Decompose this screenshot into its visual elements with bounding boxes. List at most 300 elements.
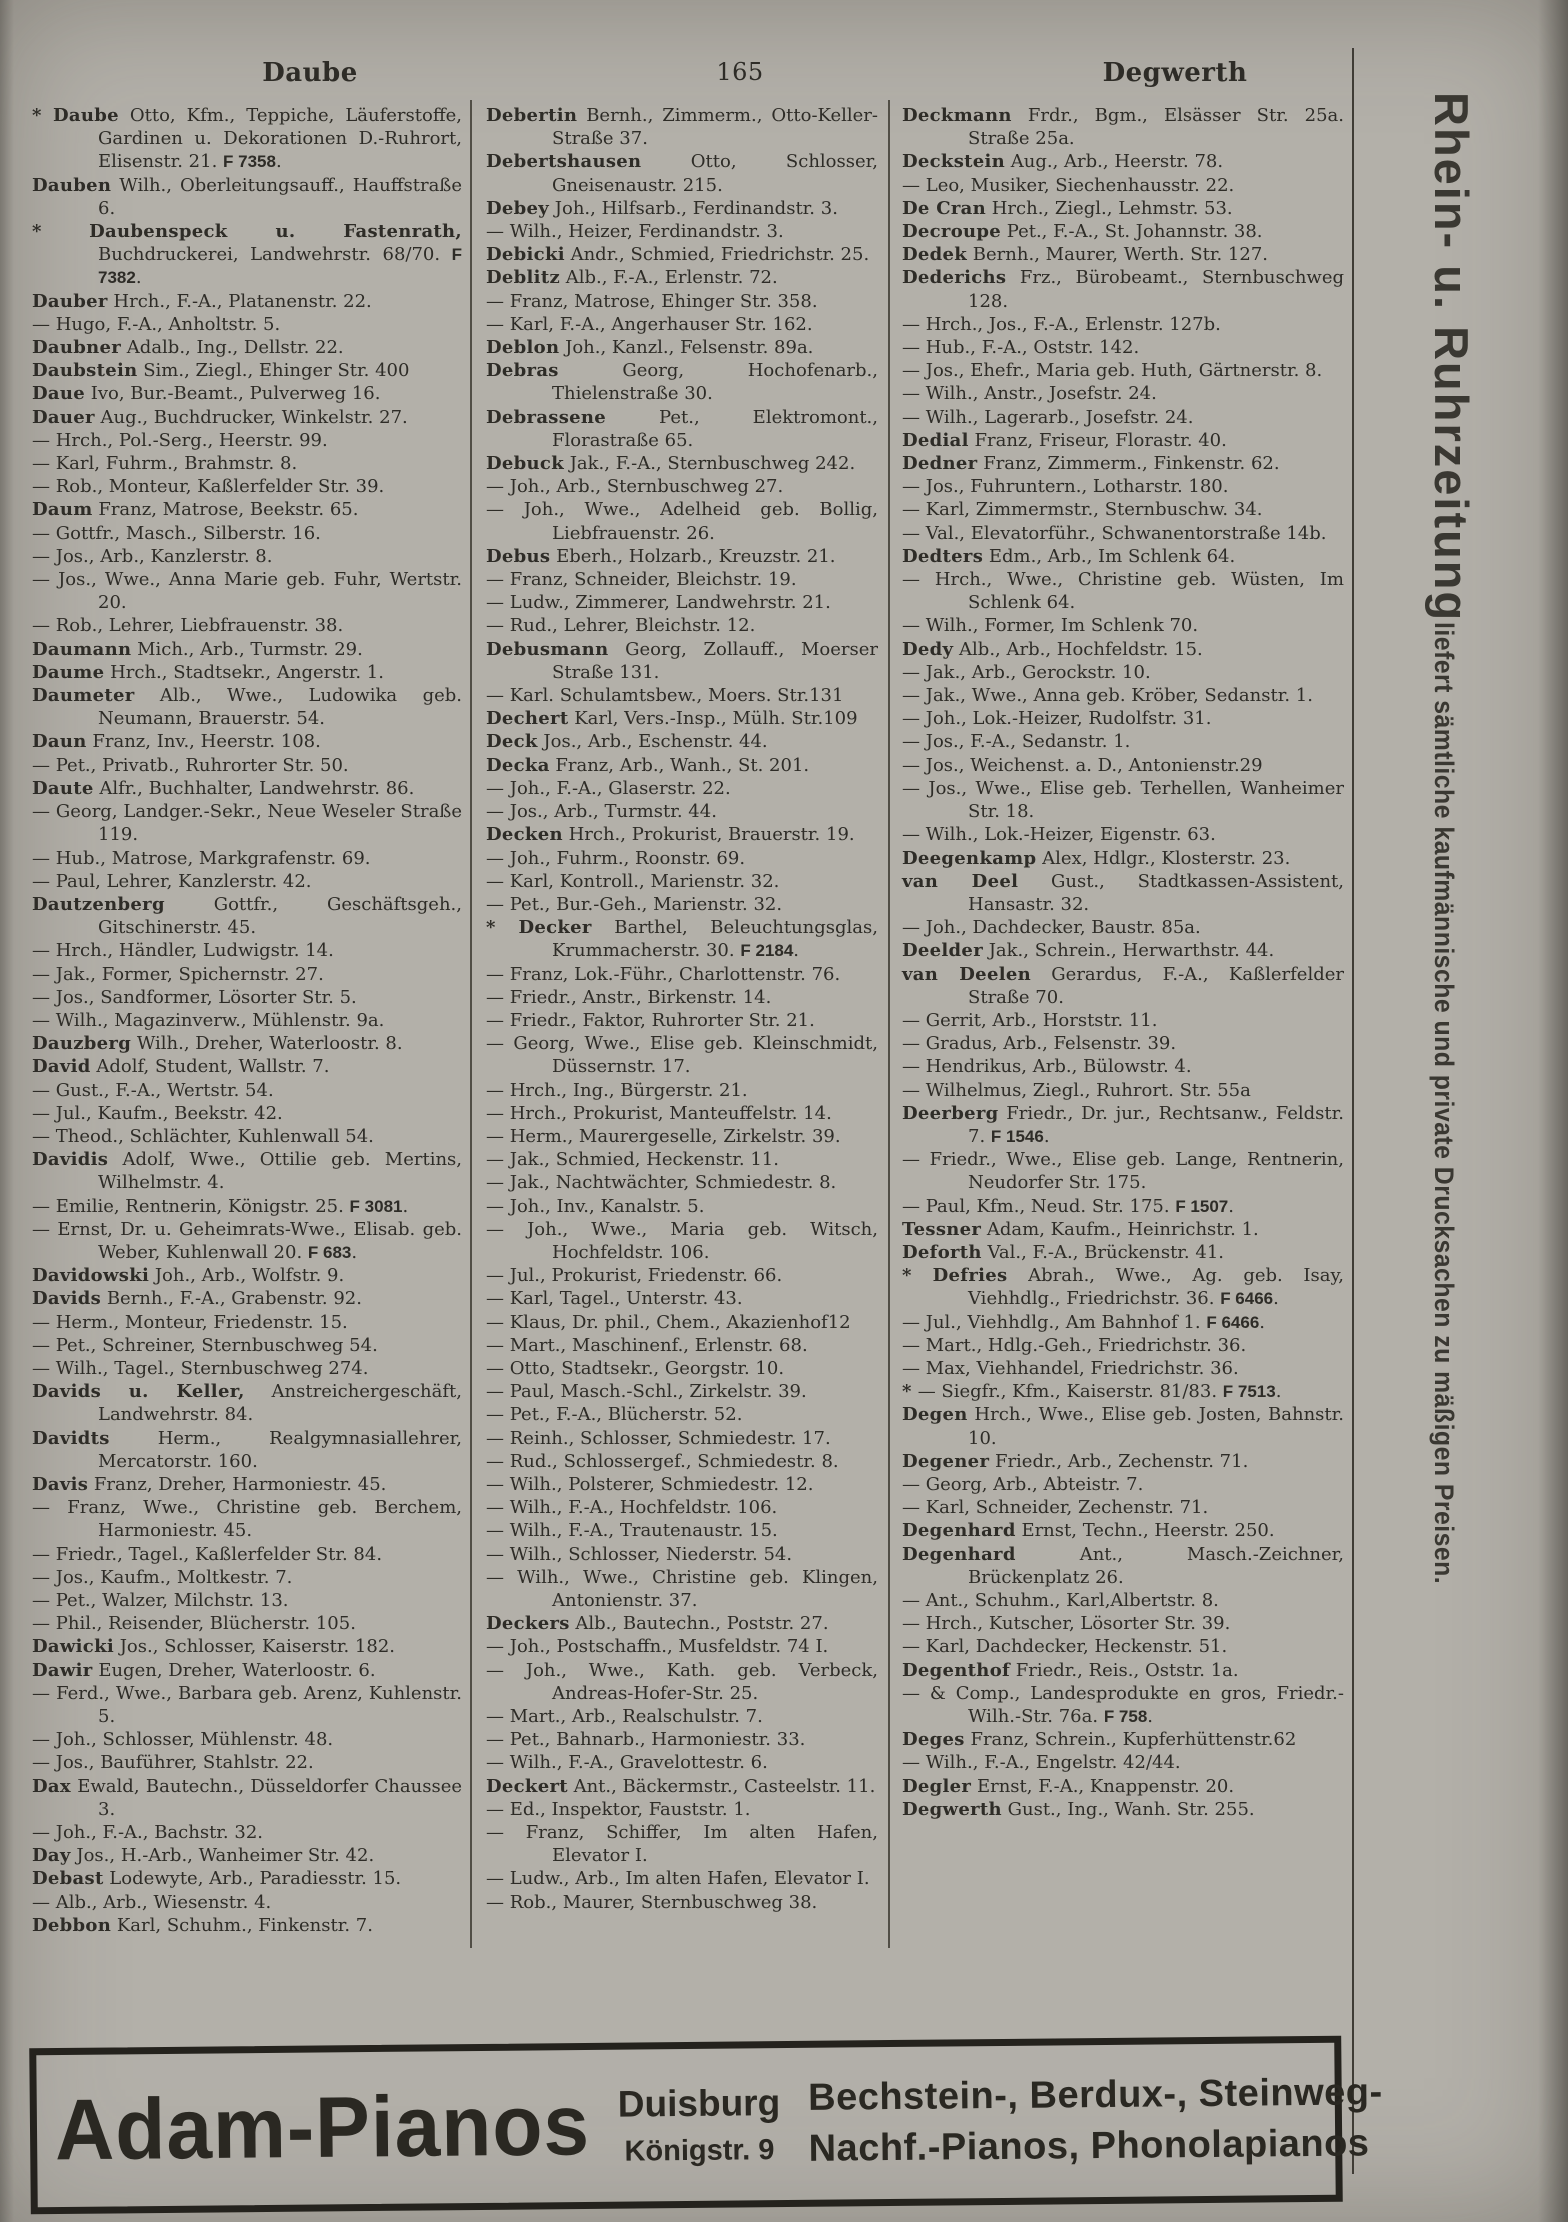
ditto-dash: — bbox=[486, 893, 510, 915]
ditto-dash: — bbox=[486, 1659, 526, 1681]
page-number: 165 bbox=[716, 58, 764, 86]
ditto-dash: — bbox=[902, 522, 926, 544]
ditto-dash: — bbox=[486, 870, 510, 892]
directory-entry: — Franz, Matrose, Ehinger Str. 358. bbox=[486, 290, 818, 312]
ditto-dash: — bbox=[902, 1149, 930, 1171]
ditto-dash: — bbox=[486, 1450, 510, 1472]
sidebar-ad-brand: Rhein- u. Ruhrzeitung bbox=[1425, 92, 1478, 623]
directory-entry: — Rob., Lehrer, Liebfrauenstr. 38. bbox=[32, 615, 344, 637]
directory-entry: Debuck Jak., F.-A., Sternbuschweg 242. bbox=[486, 453, 856, 475]
directory-entry: — Pet., Bur.-Geh., Marienstr. 32. bbox=[486, 893, 783, 915]
ditto-dash: — bbox=[486, 1311, 510, 1333]
ditto-dash: — bbox=[32, 1497, 68, 1519]
ad-location-block bbox=[618, 2082, 781, 2169]
directory-entry: — Herm., Maurergeselle, Zirkelstr. 39. bbox=[486, 1125, 841, 1147]
surname: Dauben bbox=[32, 174, 112, 196]
directory-entry: — Hugo, F.-A., Anholtstr. 5. bbox=[32, 313, 281, 335]
directory-entry: Davids u. Keller, Anstreichergeschäft, Landwehrstr. 84. bbox=[32, 1381, 462, 1426]
directory-entry: * Daubenspeck u. Fastenrath, Buchdruckerei, Landwehrstr. 68/70. F 7382. bbox=[32, 221, 462, 289]
directory-entry: — Hrch., Pol.-Serg., Heerstr. 99. bbox=[32, 429, 328, 451]
directory-entry: — Gust., F.-A., Wertstr. 54. bbox=[32, 1079, 274, 1101]
ditto-dash: — bbox=[902, 1195, 926, 1217]
ditto-dash: — bbox=[486, 1009, 510, 1031]
ditto-dash: — bbox=[32, 754, 56, 776]
ditto-dash: — bbox=[902, 337, 926, 359]
directory-entry: — Gradus, Arb., Felsenstr. 39. bbox=[902, 1033, 1177, 1055]
surname: Debicki bbox=[486, 244, 565, 266]
ad-product-block bbox=[808, 2071, 1383, 2171]
directory-entry: — Friedr., Faktor, Ruhrorter Str. 21. bbox=[486, 1009, 815, 1031]
ditto-dash: — bbox=[902, 731, 926, 753]
directory-entry: Daubner Adalb., Ing., Dellstr. 22. bbox=[32, 337, 344, 359]
ditto-dash: — bbox=[486, 1729, 510, 1751]
directory-entry: — Pet., F.-A., Blücherstr. 52. bbox=[486, 1404, 743, 1426]
directory-entry: Dedner Franz, Zimmerm., Finkenstr. 62. bbox=[902, 453, 1280, 475]
directory-entry: — Franz, Wwe., Christine geb. Berchem, Harmoniestr. 45. bbox=[32, 1497, 462, 1542]
ditto-dash: — bbox=[902, 1056, 926, 1078]
surname: Daubner bbox=[32, 337, 122, 359]
ditto-dash: — bbox=[902, 917, 926, 939]
directory-entry: — Franz, Schiffer, Im alten Hafen, Elevator I. bbox=[486, 1822, 878, 1867]
directory-entry: Dedters Edm., Arb., Im Schlenk 64. bbox=[902, 545, 1236, 567]
ditto-dash: — bbox=[902, 1311, 926, 1333]
directory-entry: — Jos., Kaufm., Moltkestr. 7. bbox=[32, 1566, 293, 1588]
directory-entry: — Joh., Wwe., Adelheid geb. Bollig, Liebfrauenstr. 26. bbox=[486, 499, 878, 544]
ditto-dash: — bbox=[486, 1079, 510, 1101]
directory-column-3 bbox=[902, 104, 1344, 2004]
directory-entry: — Joh., F.-A., Glaserstr. 22. bbox=[486, 777, 731, 799]
directory-entry: — Rob., Monteur, Kaßlerfelder Str. 39. bbox=[32, 476, 385, 498]
ditto-dash: — bbox=[486, 615, 510, 637]
directory-entry: — Klaus, Dr. phil., Chem., Akazienhof12 bbox=[486, 1311, 851, 1333]
ditto-dash: — bbox=[902, 777, 929, 799]
phone-number: F 7513 bbox=[1222, 1382, 1276, 1402]
ditto-dash: — bbox=[486, 1288, 510, 1310]
ditto-dash: — bbox=[486, 313, 510, 335]
directory-entry: — Ed., Inspektor, Fauststr. 1. bbox=[486, 1798, 751, 1820]
directory-entry: — Karl, Kontroll., Marienstr. 32. bbox=[486, 870, 780, 892]
surname: Dax bbox=[32, 1775, 71, 1797]
surname: Deegenkamp bbox=[902, 847, 1037, 869]
directory-entry: — Jos., Bauführer, Stahlstr. 22. bbox=[32, 1752, 314, 1774]
ditto-dash: — bbox=[32, 1613, 56, 1635]
directory-entry: Decka Franz, Arb., Wanh., St. 201. bbox=[486, 754, 810, 776]
telephone-owner-asterisk: * bbox=[902, 1265, 933, 1287]
directory-column-2 bbox=[486, 104, 878, 2004]
surname: Degenhard bbox=[902, 1543, 1016, 1565]
ditto-dash: — bbox=[486, 1636, 510, 1658]
ditto-dash: — bbox=[902, 1009, 926, 1031]
directory-entry: — Leo, Musiker, Siechenhausstr. 22. bbox=[902, 174, 1235, 196]
phone-number: F 1507 bbox=[1175, 1196, 1229, 1216]
ditto-dash: — bbox=[32, 615, 56, 637]
ditto-dash: — bbox=[486, 1218, 528, 1240]
directory-entry: — Karl, Dachdecker, Heckenstr. 51. bbox=[902, 1636, 1228, 1658]
surname: Deges bbox=[902, 1729, 965, 1751]
ditto-dash: — bbox=[32, 1079, 56, 1101]
directory-entry: — Karl, Fuhrm., Brahmstr. 8. bbox=[32, 453, 298, 475]
ditto-dash: — bbox=[32, 870, 56, 892]
directory-entry: — Hub., Matrose, Markgrafenstr. 69. bbox=[32, 847, 371, 869]
directory-entry: — Pet., Bahnarb., Harmoniestr. 33. bbox=[486, 1729, 806, 1751]
ditto-dash: — bbox=[902, 1357, 926, 1379]
surname: Daubenspeck u. Fastenrath, bbox=[89, 221, 462, 243]
surname: Dauer bbox=[32, 406, 95, 428]
surname: van Deel bbox=[902, 870, 1019, 892]
ditto-dash: — bbox=[902, 1473, 926, 1495]
surname: Dauzberg bbox=[32, 1033, 132, 1055]
ditto-dash: — bbox=[32, 1102, 56, 1124]
directory-entry: — Joh., F.-A., Bachstr. 32. bbox=[32, 1822, 263, 1844]
directory-entry: — Paul, Lehrer, Kanzlerstr. 42. bbox=[32, 870, 312, 892]
ditto-dash: — bbox=[486, 847, 510, 869]
directory-entry: Degen Hrch., Wwe., Elise geb. Josten, Bahnstr. 10. bbox=[902, 1404, 1344, 1449]
directory-entry: — Wilh., Schlosser, Niederstr. 54. bbox=[486, 1543, 793, 1565]
directory-entry: — Georg, Arb., Abteistr. 7. bbox=[902, 1473, 1144, 1495]
ditto-dash: — bbox=[486, 1125, 510, 1147]
ditto-dash: — bbox=[32, 1891, 56, 1913]
directory-entry: Debey Joh., Hilfsarb., Ferdinandstr. 3. bbox=[486, 197, 838, 219]
ditto-dash: — bbox=[486, 1497, 510, 1519]
surname: Decroupe bbox=[902, 221, 1002, 243]
directory-entry: Daum Franz, Matrose, Beekstr. 65. bbox=[32, 499, 359, 521]
ditto-dash: — bbox=[32, 1822, 56, 1844]
directory-entry: — Gerrit, Arb., Horststr. 11. bbox=[902, 1009, 1158, 1031]
directory-entry: Daume Hrch., Stadtsekr., Angerstr. 1. bbox=[32, 661, 384, 683]
ditto-dash: — bbox=[486, 801, 510, 823]
directory-entry: Dauer Aug., Buchdrucker, Winkelstr. 27. bbox=[32, 406, 408, 428]
ditto-dash: — bbox=[32, 545, 56, 567]
ditto-dash: — bbox=[486, 1822, 526, 1844]
surname: Dedek bbox=[902, 244, 968, 266]
surname: Debbon bbox=[32, 1914, 112, 1936]
directory-entry: — Jos., Arb., Turmstr. 44. bbox=[486, 801, 717, 823]
directory-entry: Debbon Karl, Schuhm., Finkenstr. 7. bbox=[32, 1914, 373, 1936]
directory-entry: Dauzberg Wilh., Dreher, Waterloostr. 8. bbox=[32, 1033, 403, 1055]
directory-entry: — Pet., Schreiner, Sternbuschweg 54. bbox=[32, 1334, 378, 1356]
surname: Deforth bbox=[902, 1241, 982, 1263]
telephone-owner-asterisk: * bbox=[32, 105, 53, 126]
directory-entry: Daubstein Sim., Ziegl., Ehinger Str. 400 bbox=[32, 360, 410, 382]
surname: Deblitz bbox=[486, 267, 560, 289]
directory-entry: Daumeter Alb., Wwe., Ludowika geb. Neumann, Brauerstr. 54. bbox=[32, 685, 462, 730]
surname: Deelder bbox=[902, 940, 983, 962]
ditto-dash: — bbox=[32, 522, 56, 544]
directory-entry: — Jak., Nachtwächter, Schmiedestr. 8. bbox=[486, 1172, 837, 1194]
surname: Degenthof bbox=[902, 1659, 1011, 1681]
directory-entry: — Ludw., Zimmerer, Landwehrstr. 21. bbox=[486, 592, 831, 614]
surname: Defries bbox=[932, 1265, 1008, 1287]
surname: Daute bbox=[32, 777, 94, 799]
directory-entry: — Mart., Hdlg.-Geh., Friedrichstr. 36. bbox=[902, 1334, 1247, 1356]
sidebar-divider bbox=[1352, 48, 1354, 2174]
directory-entry: — Karl, F.-A., Angerhauser Str. 162. bbox=[486, 313, 813, 335]
ditto-dash: — bbox=[902, 1636, 926, 1658]
directory-entry: — Jos., Ehefr., Maria geb. Huth, Gärtnerstr. 8. bbox=[902, 360, 1323, 382]
surname: Debertin bbox=[486, 105, 578, 126]
directory-entry: — Joh., Postschaffn., Musfeldstr. 74 I. bbox=[486, 1636, 829, 1658]
phone-number: F 7382 bbox=[98, 245, 462, 288]
ditto-dash: — bbox=[32, 453, 56, 475]
directory-entry: — Val., Elevatorführ., Schwanentorstraße 14b. bbox=[902, 522, 1327, 544]
surname: Daubstein bbox=[32, 360, 138, 382]
directory-entry: Dechert Karl, Vers.-Insp., Mülh. Str.109 bbox=[486, 708, 858, 730]
directory-entry: — Jak., Wwe., Anna geb. Kröber, Sedanstr. 1. bbox=[902, 685, 1313, 707]
directory-entry: — Jos., Wwe., Elise geb. Terhellen, Wanheimer Str. 18. bbox=[902, 777, 1344, 823]
ditto-dash: — bbox=[902, 313, 926, 335]
column-divider-1 bbox=[470, 100, 472, 1948]
directory-entry: Deckmann Frdr., Bgm., Elsässer Str. 25a. Straße 25a. bbox=[902, 105, 1344, 150]
surname: Daume bbox=[32, 661, 105, 683]
directory-entry: — Wilhelmus, Ziegl., Ruhrort. Str. 55a bbox=[902, 1079, 1251, 1101]
ditto-dash: — bbox=[486, 476, 510, 498]
piano-advertisement bbox=[29, 2036, 1383, 2215]
directory-entry: — Hub., F.-A., Oststr. 142. bbox=[902, 337, 1140, 359]
ditto-dash: — bbox=[902, 569, 935, 591]
surname: Dauber bbox=[32, 290, 108, 312]
ditto-dash: — bbox=[32, 1311, 56, 1333]
directory-entry: Dauben Wilh., Oberleitungsauff., Hauffstraße 6. bbox=[32, 174, 462, 219]
directory-entry: — Hrch., Jos., F.-A., Erlenstr. 127b. bbox=[902, 313, 1221, 335]
directory-entry: — Ferd., Wwe., Barbara geb. Arenz, Kuhlenstr. 5. bbox=[32, 1682, 462, 1728]
directory-entry: Debras Georg, Hochofenarb., Thielenstraße 30. bbox=[486, 360, 878, 405]
directory-entry: Dedial Franz, Friseur, Florastr. 40. bbox=[902, 429, 1227, 451]
ad-product-line-1: Bechstein-, Berdux-, Steinweg- bbox=[807, 2071, 1383, 2119]
ditto-dash: — bbox=[32, 1357, 56, 1379]
ditto-dash: — bbox=[32, 429, 56, 451]
directory-entry: Debus Eberh., Holzarb., Kreuzstr. 21. bbox=[486, 545, 836, 567]
surname: Deblon bbox=[486, 337, 560, 359]
ditto-dash: — bbox=[486, 1102, 510, 1124]
page-header-right-keyword: Degwerth bbox=[1102, 58, 1248, 88]
directory-entry: — Mart., Arb., Realschulstr. 7. bbox=[486, 1706, 763, 1728]
directory-entry: Tessner Adam, Kaufm., Heinrichstr. 1. bbox=[902, 1218, 1259, 1240]
directory-entry: — Paul, Masch.-Schl., Zirkelstr. 39. bbox=[486, 1381, 807, 1403]
column-divider-2 bbox=[888, 100, 890, 1948]
telephone-owner-asterisk: * bbox=[902, 1381, 918, 1403]
ditto-dash: — bbox=[902, 708, 926, 730]
directory-entry: * Defries Abrah., Wwe., Ag. geb. Isay, Viehhdlg., Friedrichstr. 36. F 6466. bbox=[902, 1265, 1344, 1310]
surname: Dawir bbox=[32, 1659, 93, 1681]
directory-entry: Debast Lodewyte, Arb., Paradiesstr. 15. bbox=[32, 1868, 402, 1890]
directory-entry: — Franz, Schneider, Bleichstr. 19. bbox=[486, 569, 797, 591]
directory-entry: David Adolf, Student, Wallstr. 7. bbox=[32, 1056, 330, 1078]
surname: Daue bbox=[32, 383, 86, 405]
directory-entry: Deges Franz, Schrein., Kupferhüttenstr.62 bbox=[902, 1729, 1297, 1751]
directory-entry: Davis Franz, Dreher, Harmoniestr. 45. bbox=[32, 1473, 387, 1495]
ditto-dash: — bbox=[486, 1334, 510, 1356]
ditto-dash: — bbox=[32, 1195, 56, 1217]
ditto-dash: — bbox=[902, 1682, 930, 1704]
directory-entry: Daute Alfr., Buchhalter, Landwehrstr. 86. bbox=[32, 777, 415, 799]
directory-entry: Deforth Val., F.-A., Brückenstr. 41. bbox=[902, 1241, 1224, 1263]
telephone-owner-asterisk: * bbox=[32, 221, 90, 243]
ditto-dash: — bbox=[902, 476, 926, 498]
ditto-dash: — bbox=[486, 1149, 510, 1171]
directory-entry: Debicki Andr., Schmied, Friedrichstr. 25. bbox=[486, 244, 870, 266]
directory-entry: Dauber Hrch., F.-A., Platanenstr. 22. bbox=[32, 290, 372, 312]
directory-entry: — Mart., Maschinenf., Erlenstr. 68. bbox=[486, 1334, 808, 1356]
surname: Degler bbox=[902, 1775, 972, 1797]
surname: Deckert bbox=[486, 1775, 568, 1797]
directory-entry: — Paul, Kfm., Neud. Str. 175. F 1507. bbox=[902, 1195, 1234, 1217]
ditto-dash: — bbox=[486, 963, 510, 985]
directory-entry: Debusmann Georg, Zollauff., Moerser Straße 131. bbox=[486, 638, 878, 683]
ditto-dash: — bbox=[486, 1566, 518, 1588]
directory-entry: — Jos., Arb., Kanzlerstr. 8. bbox=[32, 545, 273, 567]
directory-entry: — Wilh., F.-A., Gravelottestr. 6. bbox=[486, 1752, 768, 1774]
ditto-dash: — bbox=[32, 1752, 56, 1774]
phone-number: F 7358 bbox=[223, 152, 276, 172]
ditto-dash: — bbox=[486, 221, 510, 243]
ditto-dash: — bbox=[32, 1334, 56, 1356]
ditto-dash: — bbox=[486, 1033, 514, 1055]
directory-entry: — Max, Viehhandel, Friedrichstr. 36. bbox=[902, 1357, 1239, 1379]
directory-entry: — Joh., Schlosser, Mühlenstr. 48. bbox=[32, 1729, 334, 1751]
ditto-dash: — bbox=[486, 1172, 510, 1194]
ditto-dash: — bbox=[32, 313, 56, 335]
ditto-dash: — bbox=[902, 824, 926, 846]
directory-entry: — Ernst, Dr. u. Geheimrats-Wwe., Elisab. geb. Weber, Kuhlenwall 20. F 683. bbox=[32, 1218, 462, 1263]
surname: Deckmann bbox=[902, 105, 1012, 126]
ditto-dash: — bbox=[32, 847, 56, 869]
ditto-dash: — bbox=[32, 1543, 56, 1565]
directory-entry: — Joh., Fuhrm., Roonstr. 69. bbox=[486, 847, 746, 869]
directory-entry: Degenhard Ant., Masch.-Zeichner, Brückenplatz 26. bbox=[902, 1543, 1344, 1588]
directory-entry: — Jos., Wwe., Anna Marie geb. Fuhr, Wertstr. 20. bbox=[32, 569, 462, 614]
ditto-dash: — bbox=[486, 290, 510, 312]
ditto-dash: — bbox=[486, 1381, 510, 1403]
ditto-dash: — bbox=[902, 499, 926, 521]
ditto-dash: — bbox=[902, 1497, 926, 1519]
directory-entry: Daue Ivo, Bur.-Beamt., Pulverweg 16. bbox=[32, 383, 381, 405]
directory-entry: — & Comp., Landesprodukte en gros, Friedr.-Wilh.-Str. 76a. F 758. bbox=[902, 1682, 1344, 1728]
surname: Deerberg bbox=[902, 1102, 999, 1124]
surname: van Deelen bbox=[902, 963, 1031, 985]
directory-entry: — Pet., Privatb., Ruhrorter Str. 50. bbox=[32, 754, 349, 776]
directory-entry: Deckers Alb., Bautechn., Poststr. 27. bbox=[486, 1613, 829, 1635]
directory-entry: * Daube Otto, Kfm., Teppiche, Läuferstoffe, Gardinen u. Dekorationen D.-Ruhrort, Elisenstr. 21. F 7358. bbox=[32, 105, 462, 173]
surname: Debast bbox=[32, 1868, 104, 1890]
surname: Davis bbox=[32, 1473, 89, 1495]
newspaper-sidebar-ad bbox=[1409, 92, 1479, 2162]
directory-entry: Davidts Herm., Realgymnasiallehrer, Mercatorstr. 160. bbox=[32, 1427, 462, 1472]
surname: Davids u. Keller, bbox=[32, 1381, 245, 1403]
phone-number: F 758 bbox=[1103, 1707, 1148, 1727]
surname: Debertshausen bbox=[486, 151, 642, 173]
phone-number: F 2184 bbox=[740, 941, 794, 961]
directory-entry: van Deelen Gerardus, F.-A., Kaßlerfelder Straße 70. bbox=[902, 963, 1344, 1008]
surname: Tessner bbox=[902, 1218, 982, 1240]
ditto-dash: — bbox=[902, 1613, 926, 1635]
directory-entry: — Karl, Tagel., Unterstr. 43. bbox=[486, 1288, 743, 1310]
directory-entry: Deckstein Aug., Arb., Heerstr. 78. bbox=[902, 151, 1224, 173]
surname: Davidts bbox=[32, 1427, 110, 1449]
ditto-dash: — bbox=[902, 1590, 926, 1611]
ditto-dash: — bbox=[902, 174, 926, 196]
ditto-dash: — bbox=[486, 685, 510, 707]
directory-entry: Deerberg Friedr., Dr. jur., Rechtsanw., Feldstr. 7. F 1546. bbox=[902, 1102, 1344, 1147]
surname: Dautzenberg bbox=[32, 893, 165, 915]
directory-entry: Debertin Bernh., Zimmerm., Otto-Keller-Straße 37. bbox=[486, 105, 878, 150]
surname: Debuck bbox=[486, 453, 564, 475]
surname: Dederichs bbox=[902, 267, 1007, 289]
directory-entry: — Jos., Sandformer, Lösorter Str. 5. bbox=[32, 986, 357, 1008]
directory-entry: — Emilie, Rentnerin, Königstr. 25. F 3081. bbox=[32, 1195, 409, 1217]
ditto-dash: — bbox=[32, 476, 56, 498]
directory-entry: — Otto, Stadtsekr., Georgstr. 10. bbox=[486, 1357, 785, 1379]
directory-entry: — Karl. Schulamtsbew., Moers. Str.131 bbox=[486, 685, 844, 707]
page-header-left-keyword: Daube bbox=[262, 58, 358, 88]
surname: Davids bbox=[32, 1288, 102, 1310]
surname: Day bbox=[32, 1845, 71, 1867]
directory-entry: — Joh., Lok.-Heizer, Rudolfstr. 31. bbox=[902, 708, 1212, 730]
directory-entry: — Rud., Schlossergef., Schmiedestr. 8. bbox=[486, 1450, 839, 1472]
ditto-dash: — bbox=[32, 940, 56, 962]
directory-entry: — Hrch., Prokurist, Manteuffelstr. 14. bbox=[486, 1102, 832, 1124]
ditto-dash: — bbox=[486, 592, 510, 614]
ditto-dash: — bbox=[902, 661, 926, 683]
directory-entry: Degenhard Ernst, Techn., Heerstr. 250. bbox=[902, 1520, 1275, 1542]
ditto-dash: — bbox=[902, 406, 926, 428]
surname: Decken bbox=[486, 824, 563, 846]
directory-entry: Davidis Adolf, Wwe., Ottilie geb. Mertins, Wilhelmstr. 4. bbox=[32, 1149, 462, 1194]
directory-entry: Daumann Mich., Arb., Turmstr. 29. bbox=[32, 638, 363, 660]
ditto-dash: — bbox=[486, 1798, 510, 1820]
ditto-dash: — bbox=[486, 569, 510, 591]
directory-entry: — Herm., Monteur, Friedenstr. 15. bbox=[32, 1311, 348, 1333]
directory-entry: — Joh., Arb., Sternbuschweg 27. bbox=[486, 476, 784, 498]
directory-entry: Deelder Jak., Schrein., Herwarthstr. 44. bbox=[902, 940, 1275, 962]
directory-entry: — Wilh., Anstr., Josefstr. 24. bbox=[902, 383, 1157, 405]
directory-entry: — Wilh., Tagel., Sternbuschweg 274. bbox=[32, 1357, 369, 1379]
surname: Debus bbox=[486, 545, 551, 567]
directory-entry: — Rud., Lehrer, Bleichstr. 12. bbox=[486, 615, 756, 637]
directory-entry: * Decker Barthel, Beleuchtungsglas, Krummacherstr. 30. F 2184. bbox=[486, 917, 878, 962]
ditto-dash: — bbox=[32, 986, 56, 1008]
surname: Decker bbox=[518, 917, 592, 939]
directory-entry: — Hrch., Ing., Bürgerstr. 21. bbox=[486, 1079, 748, 1101]
directory-column-1 bbox=[32, 104, 462, 2004]
directory-entry: — Jak., Former, Spichernstr. 27. bbox=[32, 963, 324, 985]
directory-entry: — Reinh., Schlosser, Schmiedestr. 17. bbox=[486, 1427, 831, 1449]
directory-entry: — Jos., F.-A., Sedanstr. 1. bbox=[902, 731, 1131, 753]
ad-street-address: Königstr. 9 bbox=[624, 2133, 775, 2168]
surname: Dechert bbox=[486, 708, 569, 730]
directory-entry: De Cran Hrch., Ziegl., Lehmstr. 53. bbox=[902, 197, 1233, 219]
surname: Degwerth bbox=[902, 1798, 1002, 1820]
directory-entry: Davids Bernh., F.-A., Grabenstr. 92. bbox=[32, 1288, 362, 1310]
directory-entry: — Wilh., Polsterer, Schmiedestr. 12. bbox=[486, 1473, 814, 1495]
surname: Dedy bbox=[902, 638, 954, 660]
directory-entry: Dederichs Frz., Bürobeamt., Sternbuschweg 128. bbox=[902, 267, 1344, 312]
surname: David bbox=[32, 1056, 91, 1078]
phone-number: F 3081 bbox=[349, 1196, 403, 1216]
directory-entry: — Friedr., Wwe., Elise geb. Lange, Rentnerin, Neudorfer Str. 175. bbox=[902, 1149, 1344, 1194]
surname: Davidis bbox=[32, 1149, 109, 1171]
directory-entry: — Jak., Arb., Gerockstr. 10. bbox=[902, 661, 1151, 683]
surname: Debras bbox=[486, 360, 559, 382]
directory-entry: * — Siegfr., Kfm., Kaiserstr. 81/83. F 7513. bbox=[902, 1381, 1282, 1403]
ditto-dash: — bbox=[32, 801, 56, 823]
directory-entry: — Gottfr., Masch., Silberstr. 16. bbox=[32, 522, 321, 544]
ditto-dash: — bbox=[486, 777, 510, 799]
ditto-dash: — bbox=[902, 360, 926, 382]
directory-entry: Dautzenberg Gottfr., Geschäftsgeh., Gitschinerstr. 45. bbox=[32, 893, 462, 939]
ditto-dash: — bbox=[902, 383, 926, 405]
directory-entry: Deegenkamp Alex, Hdlgr., Klosterstr. 23. bbox=[902, 847, 1291, 869]
directory-entry: — Wilh., F.-A., Hochfeldstr. 106. bbox=[486, 1497, 778, 1519]
